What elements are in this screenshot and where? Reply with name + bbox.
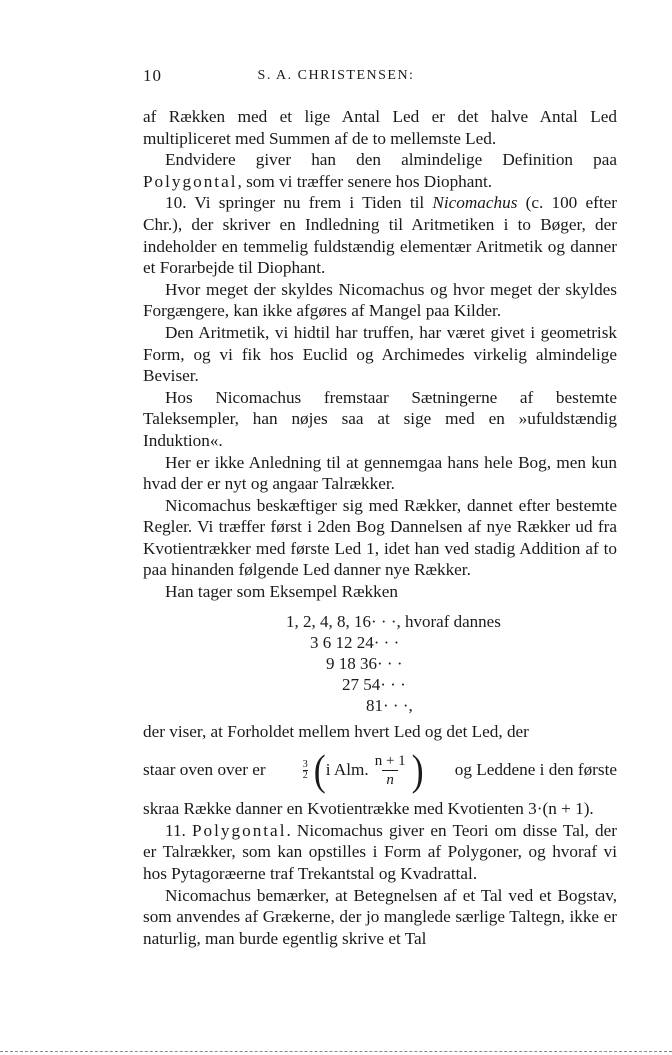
body-text	[143, 106, 617, 949]
running-head: S. A. CHRISTENSEN:	[257, 68, 415, 83]
paragraph: Den Aritmetik, vi hidtil har truffen, har været givet i geometrisk Form, og vi fik hos Euclid og Archimedes virkelig almindelige Beviser.	[143, 322, 617, 386]
paragraph: der viser, at Forholdet mellem hvert Led og det Led, der	[143, 721, 529, 741]
table-row: 9 18 36· · ·	[326, 653, 403, 673]
spaced-term: Polygontal	[191, 820, 287, 840]
page-number: 10	[143, 66, 162, 85]
fraction-three-halves: $\frac{3}{2}$	[302, 758, 308, 781]
italic-name: Nicomachus	[432, 193, 518, 213]
paragraph: skraa Række danner en Kvotientrække med Kvotienten 3·(n + 1).	[143, 799, 594, 819]
formula-text: staar oven over er	[143, 760, 266, 780]
page-edge	[0, 1051, 672, 1052]
section-paragraph: 11. Polygontal. Nicomachus giver en Teori om disse Tal, der er Talrækker, som kan opstilles i Form af Polygoner, og hvoraf vi hos Pytagoræerne traf Trekantstal og Kvadrattal.	[143, 820, 617, 884]
table-row: 3 6 12 24· · ·	[310, 632, 400, 652]
left-paren: (	[313, 746, 326, 795]
paragraph: Her er ikke Anledning til at gennemgaa hans hele Bog, men kun hvad der er nyt og angaar Talrækker.	[143, 452, 617, 494]
paragraph: Hos Nicomachus fremstaar Sætningerne af bestemte Taleksempler, han nøjes saa at sige med en »ufuldstændig Induktion«.	[143, 387, 617, 450]
fraction-n-plus-1-over-n: $\frac{n + 1}{n}$	[374, 752, 406, 788]
number-triangle	[143, 607, 617, 715]
table-row: 1, 2, 4, 8, 16· · ·, hvoraf dannes	[286, 611, 501, 631]
paragraph: Han tager som Eksempel Rækken	[165, 582, 398, 602]
paragraph: Hvor meget der skyldes Nicomachus og hvor meget der skyldes Forgængere, kan ikke afgøres af Mangel paa Kilder.	[143, 279, 617, 321]
right-paren: )	[411, 746, 424, 795]
paragraph: Nicomachus bemærker, at Betegnelsen af et Tal ved et Bogstav, som anvendes af Grækerne, der jo manglede særlige Taltegn, ikke er naturlig, man burde egentlig skrive et Tal	[143, 885, 617, 948]
section-paragraph: 10. Vi springer nu frem i Tiden til Nicomachus (c. 100 efter Chr.), der skriver en Indledning til Aritmetiken i to Bøger, der indeholder en temmelig fuldstændig elementær Aritmetik og danner et Forarbejde til Diophant.	[143, 193, 617, 278]
paragraph: Endvidere giver han den almindelige Definition paa Polygontal, som vi træffer senere hos Diophant.	[143, 150, 617, 191]
spaced-term: Polygontal	[143, 171, 238, 191]
paragraph: af Rækken med et lige Antal Led er det halve Antal Led multipliceret med Summen af de to mellemste Led.	[143, 107, 617, 148]
paragraph: Nicomachus beskæftiger sig med Rækker, dannet efter bestemte Regler. Vi træffer først i 2den Bog Dannelsen af nye Rækker ud fra Kvotientrækker med første Led 1, idet han ved stadig Addition af to paa hinanden følgende Led danner nye Rækker.	[143, 495, 617, 580]
table-row: 27 54· · ·	[342, 674, 406, 694]
formula-text: og Leddene i den første	[454, 760, 617, 780]
formula-text: i Alm.	[325, 760, 369, 780]
formula	[297, 746, 424, 795]
formula-line	[143, 746, 617, 795]
table-row: 81· · ·,	[366, 695, 413, 715]
